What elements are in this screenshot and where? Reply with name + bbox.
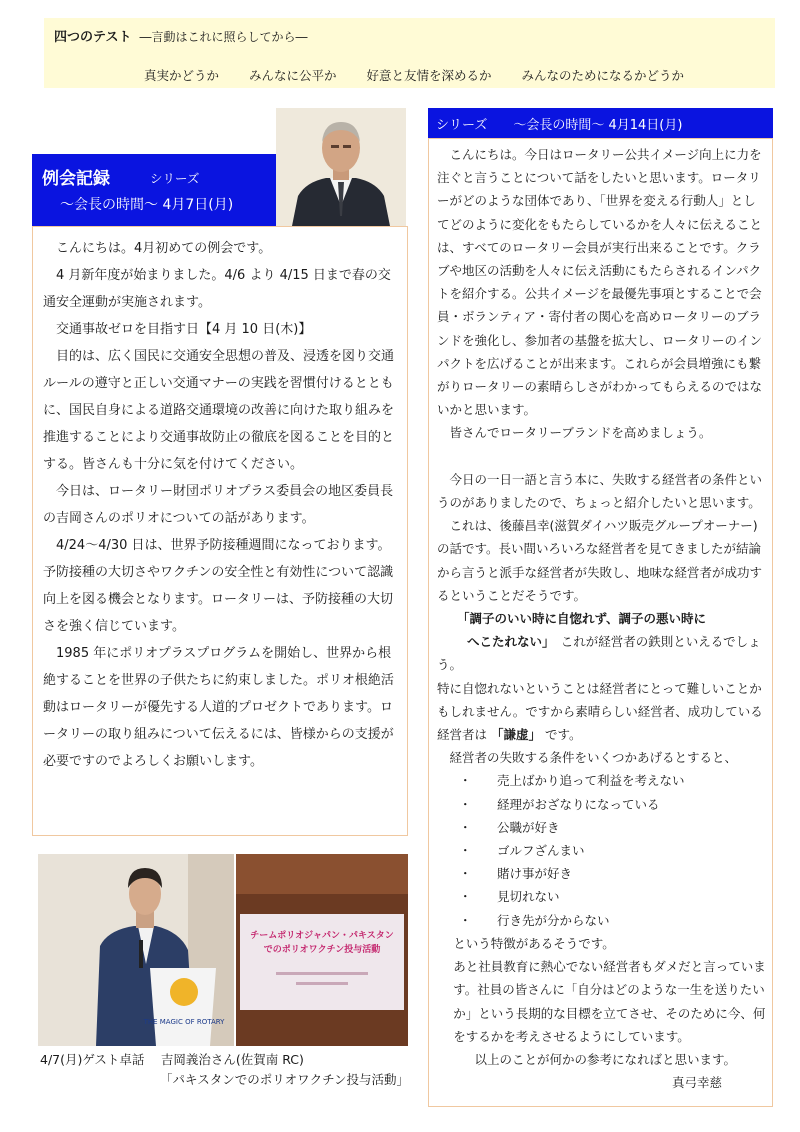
podium-logo-text: THE MAGIC OF ROTARY: [143, 1018, 225, 1026]
bullet-mark: ・: [459, 819, 472, 835]
series-label: シリーズ: [150, 171, 200, 186]
bullet-mark: ・: [459, 843, 472, 859]
list-item-text: 売上ばかり追って利益を考えない: [497, 773, 685, 789]
right-paragraph: 皆さんでロータリーブランドを高めましょう。: [449, 425, 712, 441]
president-portrait-image: [276, 108, 406, 226]
left-paragraph: 目的は、広く国民に交通安全思想の普及、浸透を図り交通ルールの遵守と正しい交通マナーの実践を習慣付けるとともに、国民自身による道路交通環境の改善に向けた取り組みを推進することにより交通事故防止の徹底を図ることを目的とする。皆さんも十分に気を付けてください。: [43, 349, 395, 472]
list-item: [437, 909, 766, 932]
failure-conditions-list: [437, 769, 766, 931]
left-paragraph: 1985 年にポリオプラスプログラムを開始し、世界から根絶することを世界の子供たちに約束しました。ポリオ根絶活動はロータリーが優先する人道的プロゼクトであります。ロータリーの取り組みについて伝えるには、皆様からの支援が必要ですのでよろしくお願いします。: [43, 646, 394, 769]
photo-caption-topic: 「パキスタンでのポリオワクチン投与活動」: [160, 1072, 410, 1087]
left-paragraph: 4/24～4/30 日は、世界予防接種週間になっております。予防接種の大切さやワクチンの安全性と有効性について認識向上を図る機会となります。ロータリーは、予防接種の大切さを強く信じています。: [43, 538, 394, 634]
right-article-body: [428, 138, 773, 1107]
closing-paragraph: 以上のことが何かの参考になればと思います。: [474, 1051, 737, 1067]
list-item: [437, 793, 766, 816]
spacer: [437, 445, 766, 468]
bullet-mark: ・: [459, 796, 472, 812]
meeting-record-title: 例会記録: [42, 169, 110, 189]
list-item: [437, 885, 766, 908]
president-photo: [276, 108, 406, 226]
guest-speaker-photo: [38, 854, 234, 1046]
humility-paragraph: [437, 677, 766, 747]
list-item-text: 見切れない: [497, 889, 560, 905]
bullet-mark: ・: [459, 773, 472, 789]
quote-paragraph: [437, 607, 766, 677]
test-item-beneficial: みんなのためになるかどうか: [521, 68, 685, 83]
humility-end: です。: [545, 727, 582, 743]
left-article-body: [32, 226, 408, 836]
bullet-mark: ・: [459, 889, 472, 905]
four-way-test-box: [44, 18, 775, 88]
quote-followup: これが経営者の鉄則といえるでしょう。: [437, 634, 761, 673]
list-item-text: 経理がおざなりになっている: [497, 796, 660, 812]
right-paragraph: こんにちは。今日はロータリー公共イメージ向上に力を注ぐと言うことについて話をしたいと思います。ロータリーがどのような団体であり、「世界を変える行動人」としてどのように変化をもたらしているかを人々に伝えることは、すべてのロータリー会員が実行出来ることです。クラブや地区の活動を人々に伝え活動にもたらされるインパクトを紹介する。公共イメージを最優先事項とすることで会員・ボランティア・寄付者の関心を高めロータリーのブランドを強化し、参加者の基盤を拡大し、ロータリーのインパクトを広げることが出来ます。これらが会員増強にも繋がりロータリーの素晴らしさがわかってもらえるのではないかと思います。: [437, 147, 763, 418]
photo-caption-speaker: 4/7(月)ゲスト卓話 吉岡義治さん(佐賀南 RC): [40, 1052, 304, 1067]
right-paragraph: 経営者の失敗する条件をいくつかあげるとすると、: [449, 750, 738, 766]
left-section-header: [32, 154, 278, 226]
list-item-text: 賭け事が好き: [497, 866, 573, 882]
bullet-mark: ・: [459, 912, 472, 928]
presentation-screen-image: [236, 854, 408, 1046]
list-item-text: ゴルフざんまい: [497, 843, 585, 859]
list-item-text: 公職が好き: [497, 819, 560, 835]
quote-line-1: 「調子のいい時に自惚れず、調子の悪い時に: [457, 611, 707, 627]
presidents-time-date: ～会長の時間～ 4月7日(月): [60, 197, 234, 213]
four-way-test-title: [54, 26, 308, 45]
four-way-test-subtitle: ―言動はこれに照らしてから―: [139, 30, 308, 44]
screen-title-line2: でのポリオワクチン投与活動: [263, 945, 381, 955]
four-way-test-heading: 四つのテスト: [54, 30, 132, 45]
list-item-text: 行き先が分からない: [497, 912, 610, 928]
left-paragraph: 4 月新年度が始まりました。4/6 より 4/15 日まで春の交通安全運動が実施されます。: [43, 268, 391, 310]
list-item: [437, 862, 766, 885]
bullet-mark: ・: [459, 866, 472, 882]
right-paragraph: あと社員教育に熱心でない経営者もダメだと言っています。社員の皆さんに「自分はどのような一生を送りたいか」という長期的な目標を立てさせ、そのために今、何をするかを考えさせるようにしています。: [453, 959, 766, 1044]
guest-speaker-image: [38, 854, 234, 1046]
list-item: [437, 816, 766, 839]
left-paragraph: こんにちは。4月初めての例会です。: [56, 241, 272, 256]
screen-title-line1: チームポリオジャパン・パキスタン: [250, 931, 394, 941]
humility-keyword: 「謙虚」: [491, 727, 542, 743]
right-paragraph: 今日の一日一語と言う本に、失敗する経営者の条件というのがありましたので、ちょっと紹介したいと思います。: [437, 471, 763, 511]
test-item-truth: 真実かどうか: [144, 68, 220, 83]
left-paragraph: 交通事故ゼロを目指す日【4 月 10 日(木)】: [56, 322, 312, 337]
four-way-test-items: [144, 66, 710, 84]
right-section-header: シリーズ ～会長の時間～ 4月14日(月): [428, 108, 773, 138]
list-item: [437, 839, 766, 862]
list-item: [437, 769, 766, 792]
left-paragraph: 今日は、ロータリー財団ポリオプラス委員会の地区委員長の吉岡さんのポリオについての話があります。: [43, 484, 394, 526]
author-signature: 真弓幸慈: [671, 1075, 722, 1091]
test-item-goodwill: 好意と友情を深めるか: [366, 68, 492, 83]
test-item-fair: みんなに公平か: [249, 68, 337, 83]
presentation-screen-photo: [236, 854, 408, 1046]
right-paragraph: これは、後藤昌幸(滋賀ダイハツ販売グループオーナー)の話です。長い間いろいろな経営者を見てきましたが結論から言うと派手な経営者が失敗し、地味な経営者が成功するということだそうです。: [437, 518, 763, 603]
right-paragraph: という特徴があるそうです。: [453, 935, 615, 951]
quote-line-2: へこたれない」: [467, 634, 549, 650]
humility-text: 特に自惚れないということは経営者にとって難しいことかもしれません。ですから素晴らしい経営者、成功している経営者は: [437, 680, 763, 743]
